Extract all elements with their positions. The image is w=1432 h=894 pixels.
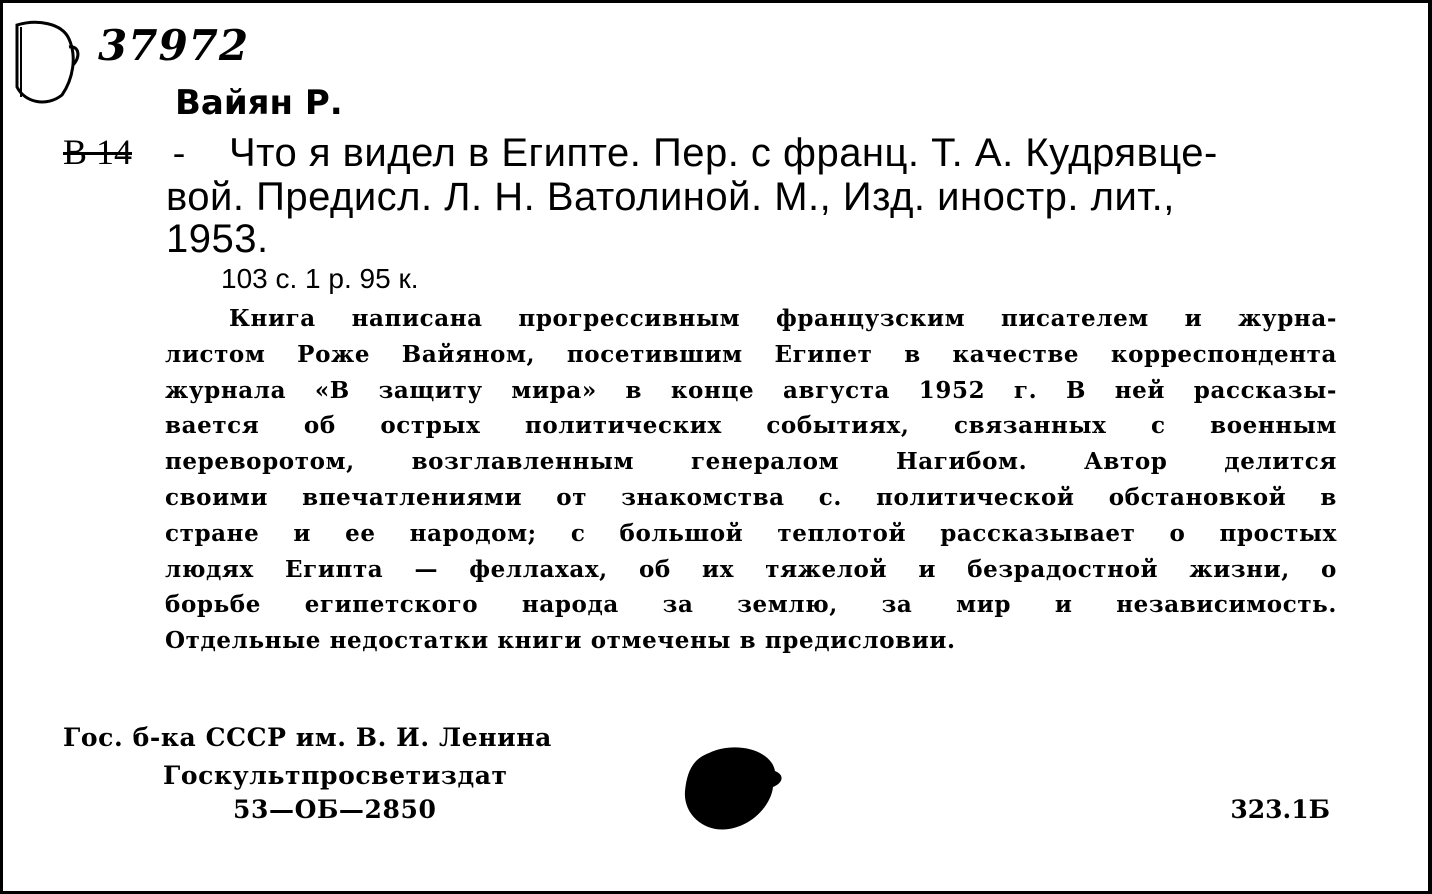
annotation-line: борьбе египетского народа за землю, за мир и независимость.	[165, 591, 1337, 619]
annotation-line: вается об острых политических событиях, связанных с военным	[165, 412, 1337, 440]
imprint-order-number: 53—ОБ—2850	[233, 795, 437, 824]
library-stamp-mark	[7, 17, 87, 107]
handwritten-accession-number: 37972	[98, 21, 250, 70]
classification-mark: 323.1Б	[1230, 795, 1330, 824]
annotation-line: своими впечатлениями от знакомства с. политической обстановкой в	[165, 483, 1337, 511]
annotation-line: людях Египта — феллахах, об их тяжелой и безрадостной жизни, о	[165, 555, 1337, 583]
imprint-publisher: Госкультпросветиздат	[163, 761, 508, 790]
annotation-line: Книга написана прогрессивным французским писателем и журна-	[229, 305, 1337, 332]
annotation-line: стране и ее народом; с большой теплотой рассказывает о простых	[165, 519, 1337, 547]
annotation-line: журнала «В защиту мира» в конце августа 1952 г. В ней рассказы-	[165, 376, 1337, 404]
title-line-1: Что я видел в Египте. Пер. с франц. Т. А. Кудрявце-	[229, 131, 1218, 175]
collation-and-price: 103 с. 1 р. 95 к.	[221, 263, 419, 294]
shelfmark-dash: -	[173, 132, 185, 172]
ink-blot	[679, 743, 789, 833]
shelfmark: В 14	[63, 132, 133, 172]
title-line-2: вой. Предисл. Л. Н. Ватолиной. М., Изд. иностр. лит.,	[166, 175, 1175, 219]
title-line-3: 1953.	[166, 217, 269, 261]
author-heading: Вайян Р.	[175, 83, 343, 123]
annotation-line: листом Роже Вайяном, посетившим Египет в качестве корреспондента	[165, 340, 1337, 368]
imprint-library: Гос. б-ка СССР им. В. И. Ленина	[63, 723, 552, 752]
annotation-line: Отдельные недостатки книги отмечены в предисловии.	[165, 627, 956, 655]
annotation	[165, 301, 1337, 659]
annotation-line: переворотом, возглавленным генералом Нагибом. Автор делится	[165, 448, 1337, 476]
